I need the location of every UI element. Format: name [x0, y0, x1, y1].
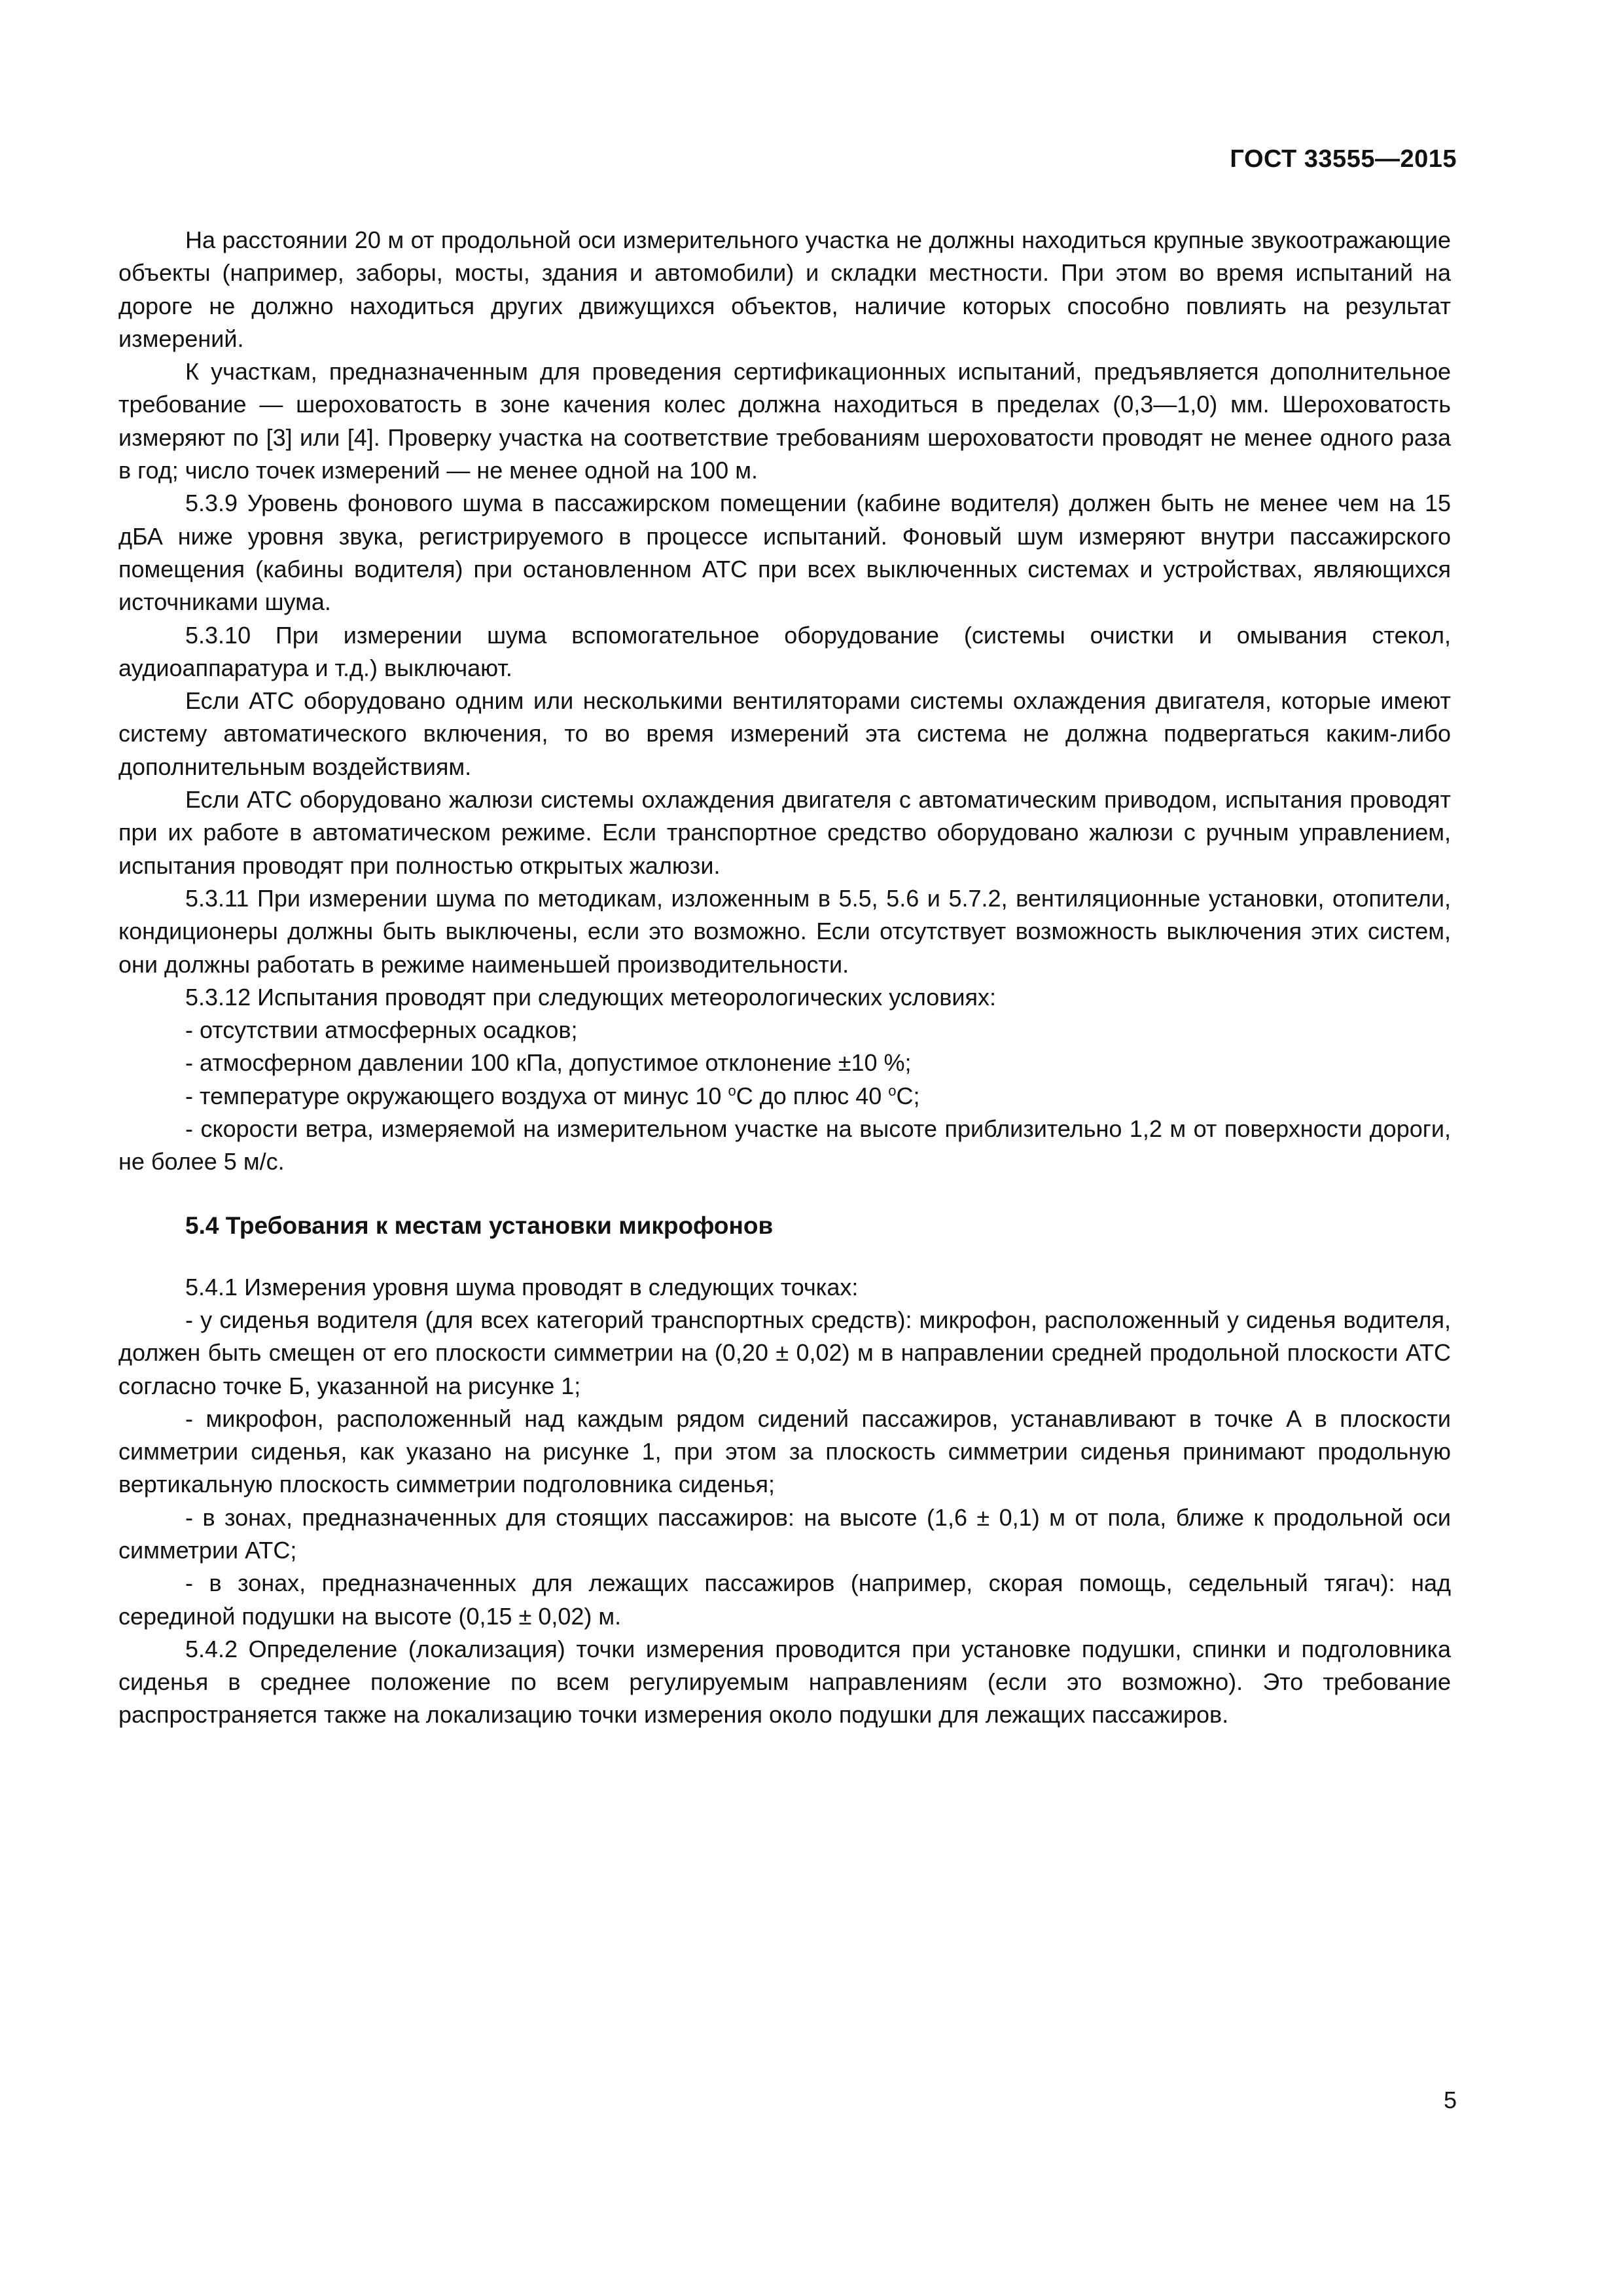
paragraph: 5.4.2 Определение (локализация) точки измерения проводится при установке подушки, спинки и подголовника сиденья в среднее положение по всем регулируемым направлениям (если это возможно). Это требование распространяется также на локализацию точки измерения около подушки для лежащих пассажиров. [118, 1635, 1451, 1729]
paragraph: К участкам, предназначенным для проведения сертификационных испытаний, предъявляется дополнительное требование — шероховатость в зоне качения колес должна находиться в пределах (0,3—1,0) мм. Шероховатость измеряют по [3] или [4]. Проверку участка на соответствие требованиям шероховатости проводят не менее одного раза в год; число точек измерений — не менее одной на 100 м. [118, 358, 1451, 484]
list-item: - скорости ветра, измеряемой на измерительном участке на высоте приблизительно 1,2 м от поверхности дороги, не более 5 м/с. [118, 1115, 1451, 1175]
standard-header: ГОСТ 33555—2015 [1230, 145, 1457, 173]
document-body [118, 224, 1451, 1732]
list-item: - в зонах, предназначенных для стоящих пассажиров: на высоте (1,6 ± 0,1) м от пола, ближе к продольной оси симметрии АТС; [118, 1503, 1451, 1564]
list-item: - атмосферном давлении 100 кПа, допустимое отклонение ±10 %; [185, 1049, 912, 1077]
page-number: 5 [1443, 2087, 1457, 2113]
paragraph: 5.4.1 Измерения уровня шума проводят в следующих точках: [185, 1273, 859, 1300]
paragraph: 5.3.12 Испытания проводят при следующих метеорологических условиях: [185, 983, 997, 1011]
degree-sign: о [728, 1082, 736, 1099]
paragraph: 5.3.10 При измерении шума вспомогательное оборудование (системы очистки и омывания стекол, аудиоаппаратура и т.д.) выключают. [118, 621, 1451, 681]
paragraph: 5.3.9 Уровень фонового шума в пассажирском помещении (кабине водителя) должен быть не менее чем на 15 дБА ниже уровня звука, регистрируемого в процессе испытаний. Фоновый шум измеряют внутри пассажирского помещения (кабины водителя) при остановленном АТС при всех выключенных системах и устройствах, являющихся источниками шума. [118, 490, 1451, 616]
section-heading: 5.4 Требования к местам установки микрофонов [185, 1211, 774, 1239]
temp-text-before: - температуре окружающего воздуха от минус 10 [185, 1082, 728, 1109]
list-item: - у сиденья водителя (для всех категорий транспортных средств): микрофон, расположенный у сиденья водителя, должен быть смещен от его плоскости симметрии на (0,20 ± 0,02) м в направлении средней продольной плоскости АТС согласно точке Б, указанной на рисунке 1; [118, 1306, 1451, 1399]
temp-text-mid: С до плюс 40 [736, 1082, 889, 1109]
temp-text-after: С; [896, 1082, 920, 1109]
list-item: - в зонах, предназначенных для лежащих пассажиров (например, скорая помощь, седельный тягач): над серединой подушки на высоте (0,15 ± 0,02) м. [118, 1570, 1451, 1630]
degree-sign: о [888, 1082, 897, 1099]
list-item: - отсутствии атмосферных осадков; [185, 1016, 578, 1044]
list-item: - микрофон, расположенный над каждым рядом сидений пассажиров, устанавливают в точке А в плоскости симметрии сиденья, как указано на рисунке 1, при этом за плоскость симметрии сиденья принимают продольную вертикальную плоскость симметрии подголовника сиденья; [118, 1405, 1451, 1498]
paragraph: Если АТС оборудовано жалюзи системы охлаждения двигателя с автоматическим приводом, испытания проводят при их работе в автоматическом режиме. Если транспортное средство оборудовано жалюзи с ручным управлением, испытания проводят при полностью открытых жалюзи. [118, 786, 1451, 879]
paragraph: На расстоянии 20 м от продольной оси измерительного участка не должны находиться крупные звукоотражающие объекты (например, заборы, мосты, здания и автомобили) и складки местности. При этом во время испытаний на дороге не должно находиться других движущихся объектов, наличие которых способно повлиять на результат измерений. [118, 226, 1451, 352]
list-item-temperature [118, 1080, 1451, 1113]
paragraph: 5.3.11 При измерении шума по методикам, изложенным в 5.5, 5.6 и 5.7.2, вентиляционные установки, отопители, кондиционеры должны быть выключены, если это возможно. Если отсутствует возможность выключения этих систем, они должны работать в режиме наименьшей производительности. [118, 884, 1451, 978]
paragraph: Если АТС оборудовано одним или несколькими вентиляторами системы охлаждения двигателя, которые имеют систему автоматического включения, то во время измерений эта система не должна подвергаться каким-либо дополнительным воздействиям. [118, 687, 1451, 780]
